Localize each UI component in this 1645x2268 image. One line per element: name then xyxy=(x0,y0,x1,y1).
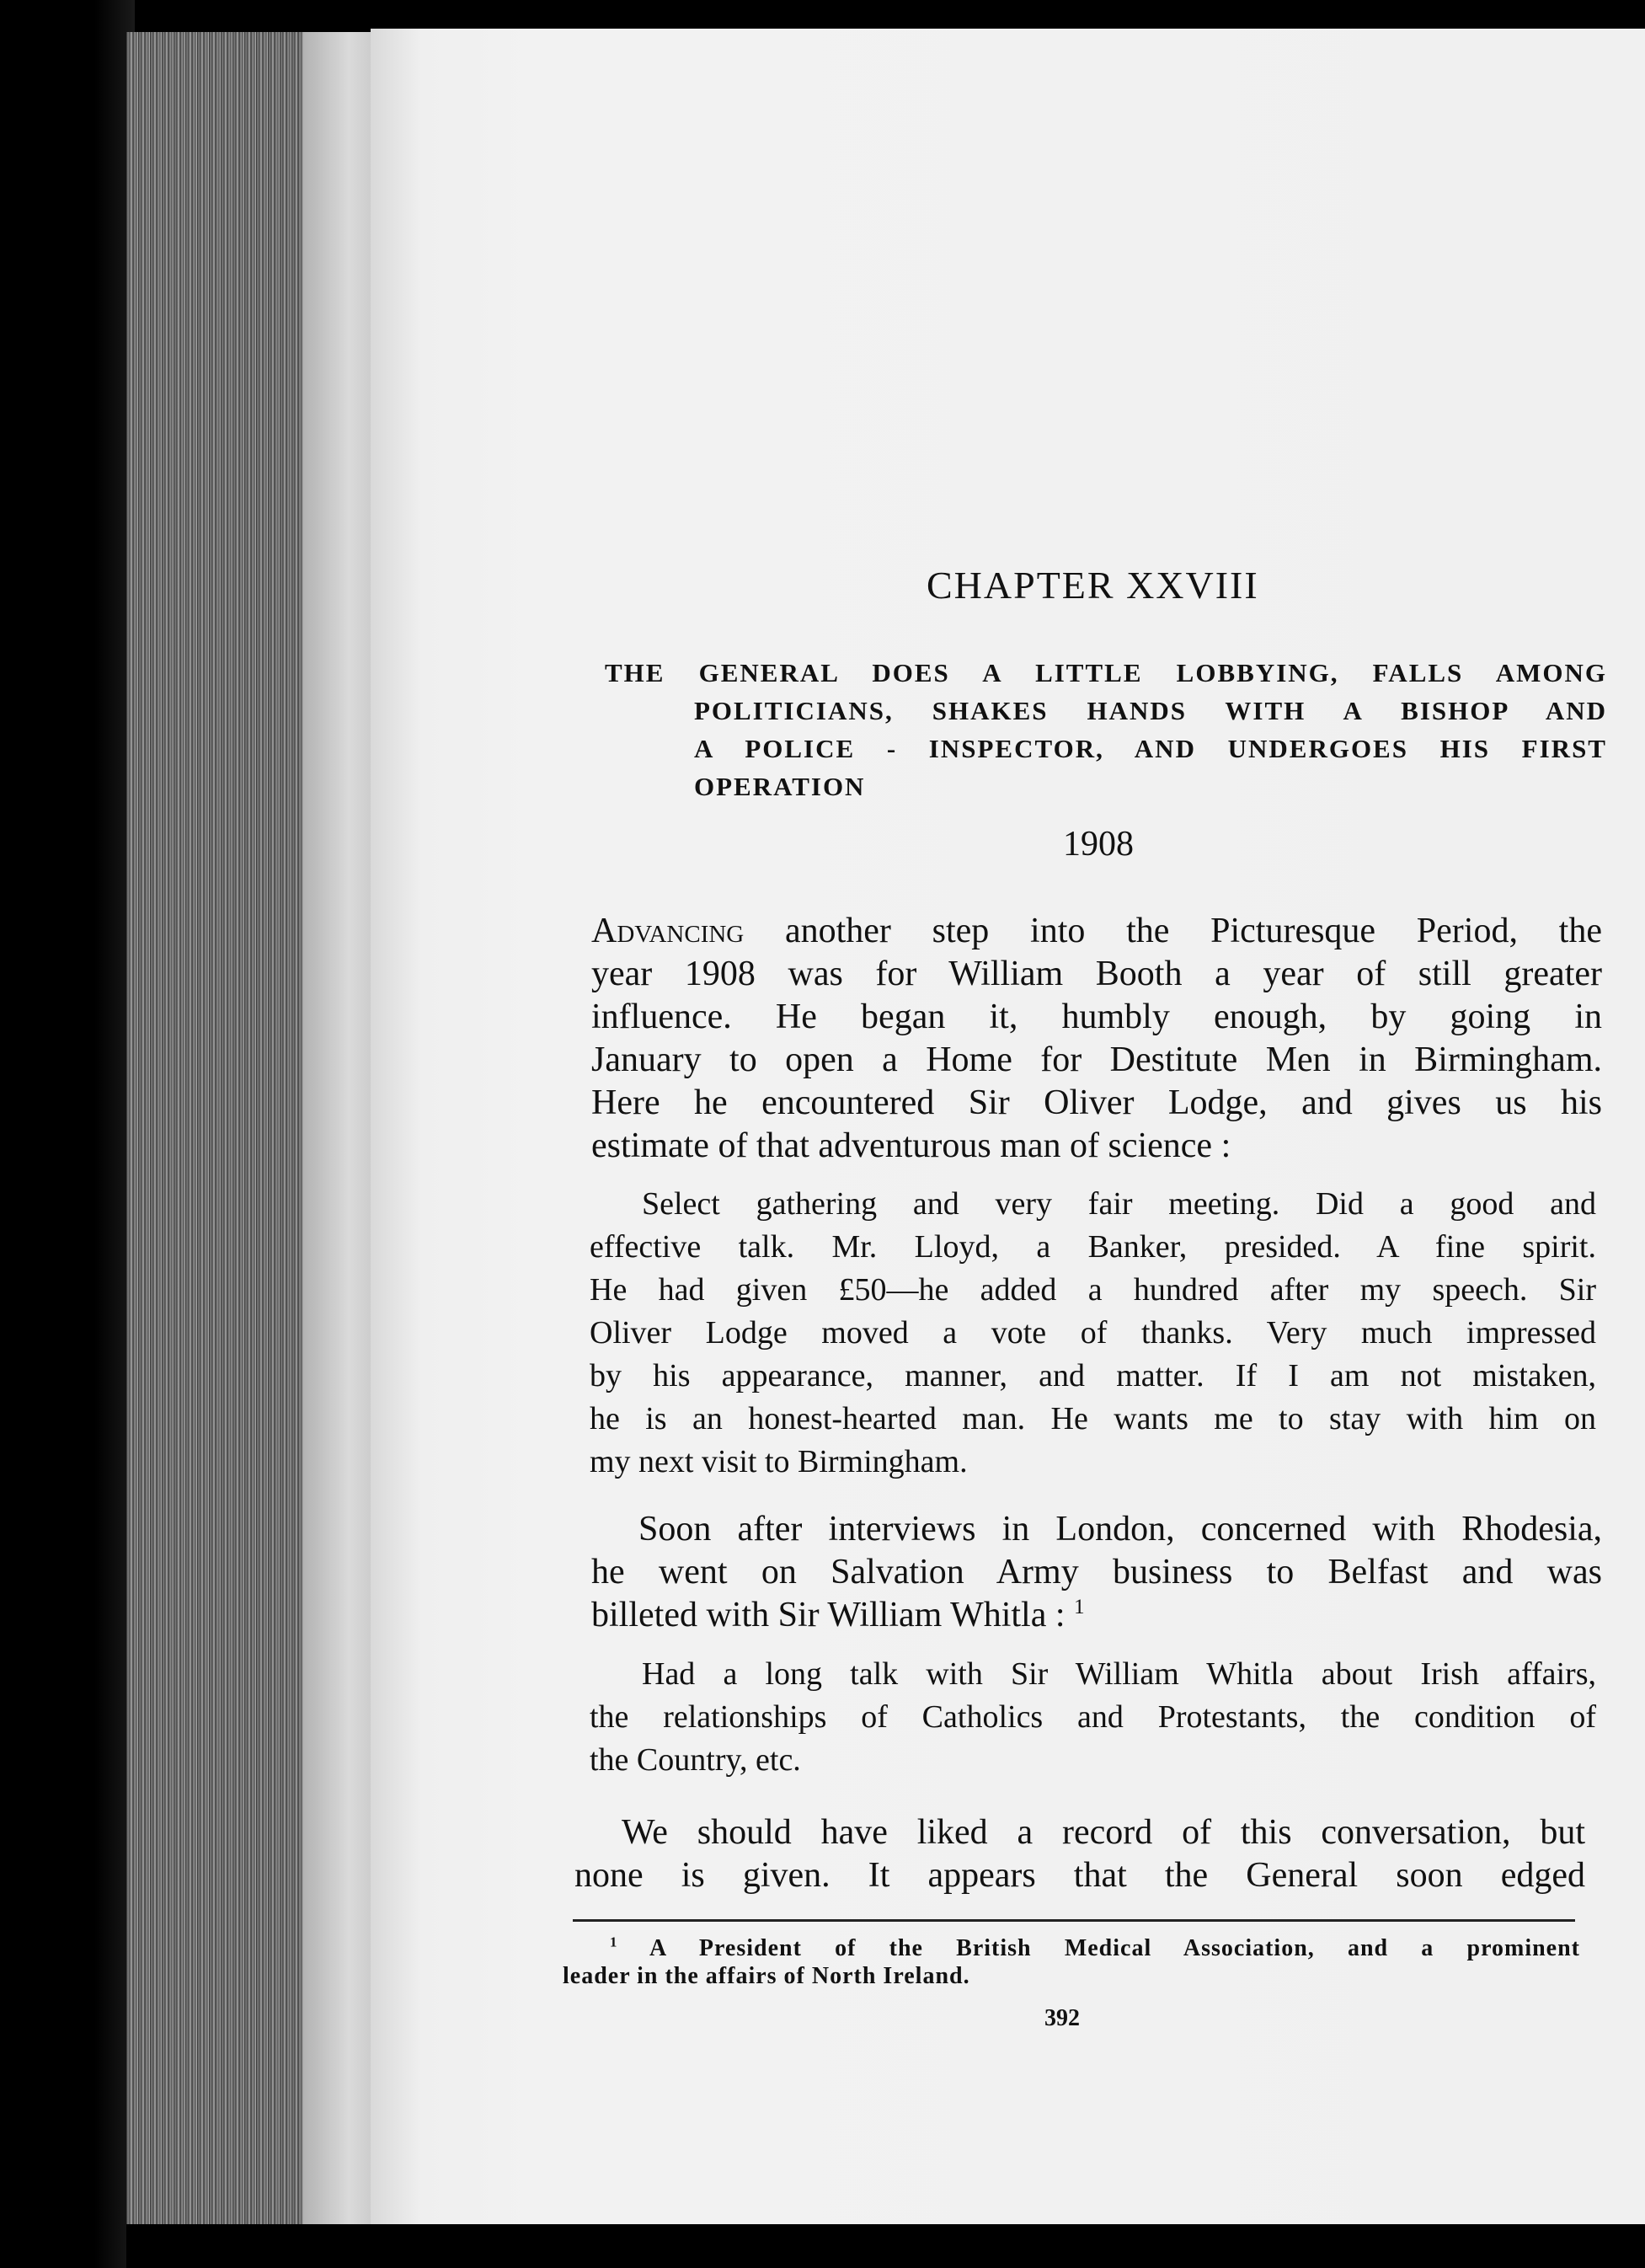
paragraph-line: he went on Salvation Army business to Belfast and was xyxy=(591,1553,1602,1591)
synopsis-line: A POLICE - INSPECTOR, AND UNDERGOES HIS FIRST xyxy=(694,734,1607,763)
quote-line: the Country, etc. xyxy=(590,1742,801,1778)
quote-line: he is an honest-hearted man. He wants me to stay with him on xyxy=(590,1401,1596,1436)
paragraph-line: none is given. It appears that the General soon edged xyxy=(574,1856,1585,1895)
drop-word: Advancing xyxy=(591,912,745,950)
footnote-line xyxy=(563,1934,1580,1962)
quote-line: Oliver Lodge moved a vote of thanks. Very much impressed xyxy=(590,1315,1596,1351)
chapter-year: 1908 xyxy=(1063,825,1134,864)
quote-line: Had a long talk with Sir William Whitla about Irish affairs, xyxy=(642,1656,1596,1692)
quote-line: my next visit to Birmingham. xyxy=(590,1444,968,1479)
synopsis-line: OPERATION xyxy=(694,772,866,801)
paragraph-line: We should have liked a record of this conversation, but xyxy=(622,1813,1585,1852)
quote-line: He had given £50—he added a hundred after my speech. Sir xyxy=(590,1272,1596,1308)
footnote xyxy=(563,1934,1580,1990)
book-shadow xyxy=(0,0,135,2268)
line-text: A President of the British Medical Association, and a prominent xyxy=(617,1935,1580,1961)
line-text: another step into the Picturesque Period, the xyxy=(744,912,1602,950)
paragraph-line: January to open a Home for Destitute Men in Birmingham. xyxy=(591,1040,1602,1079)
paragraph-1 xyxy=(591,910,1602,1168)
paragraph-line xyxy=(591,1594,1602,1637)
paragraph-2 xyxy=(591,1508,1602,1637)
paragraph-line: influence. He began it, humbly enough, by going in xyxy=(591,998,1602,1036)
line-text: billeted with Sir William Whitla : xyxy=(591,1596,1066,1634)
paragraph-line: Here he encountered Sir Oliver Lodge, and gives us his xyxy=(591,1083,1602,1122)
quote-line: the relationships of Catholics and Protestants, the condition of xyxy=(590,1699,1596,1735)
paragraph-line: year 1908 was for William Booth a year of still greater xyxy=(591,955,1602,993)
page-edges xyxy=(126,32,379,2239)
footnote-line: leader in the affairs of North Ireland. xyxy=(563,1963,970,1989)
paragraph-line xyxy=(591,910,1602,953)
chapter-synopsis xyxy=(605,654,1607,805)
synopsis-line: POLITICIANS, SHAKES HANDS WITH A BISHOP AND xyxy=(694,696,1607,725)
quote-line: by his appearance, manner, and matter. If I am not mistaken, xyxy=(590,1358,1596,1393)
page-number: 392 xyxy=(1044,2005,1080,2031)
synopsis-line: THE GENERAL DOES A LITTLE LOBBYING, FALLS AMONG xyxy=(605,658,1607,687)
block-quote-1 xyxy=(590,1183,1596,1484)
paragraph-3 xyxy=(574,1811,1585,1897)
footnote-reference: 1 xyxy=(1074,1596,1085,1618)
block-quote-2 xyxy=(590,1653,1596,1782)
scan-bottom-border xyxy=(126,2224,1645,2268)
paragraph-line: estimate of that adventurous man of science : xyxy=(591,1126,1231,1165)
footnote-marker: 1 xyxy=(610,1934,618,1950)
chapter-title: CHAPTER XXVIII xyxy=(927,564,1259,607)
quote-line: Select gathering and very fair meeting. Did a good and xyxy=(642,1186,1596,1222)
quote-line: effective talk. Mr. Lloyd, a Banker, presided. A fine spirit. xyxy=(590,1229,1596,1265)
footnote-rule xyxy=(573,1919,1575,1922)
paragraph-line: Soon after interviews in London, concerned with Rhodesia, xyxy=(638,1510,1602,1549)
